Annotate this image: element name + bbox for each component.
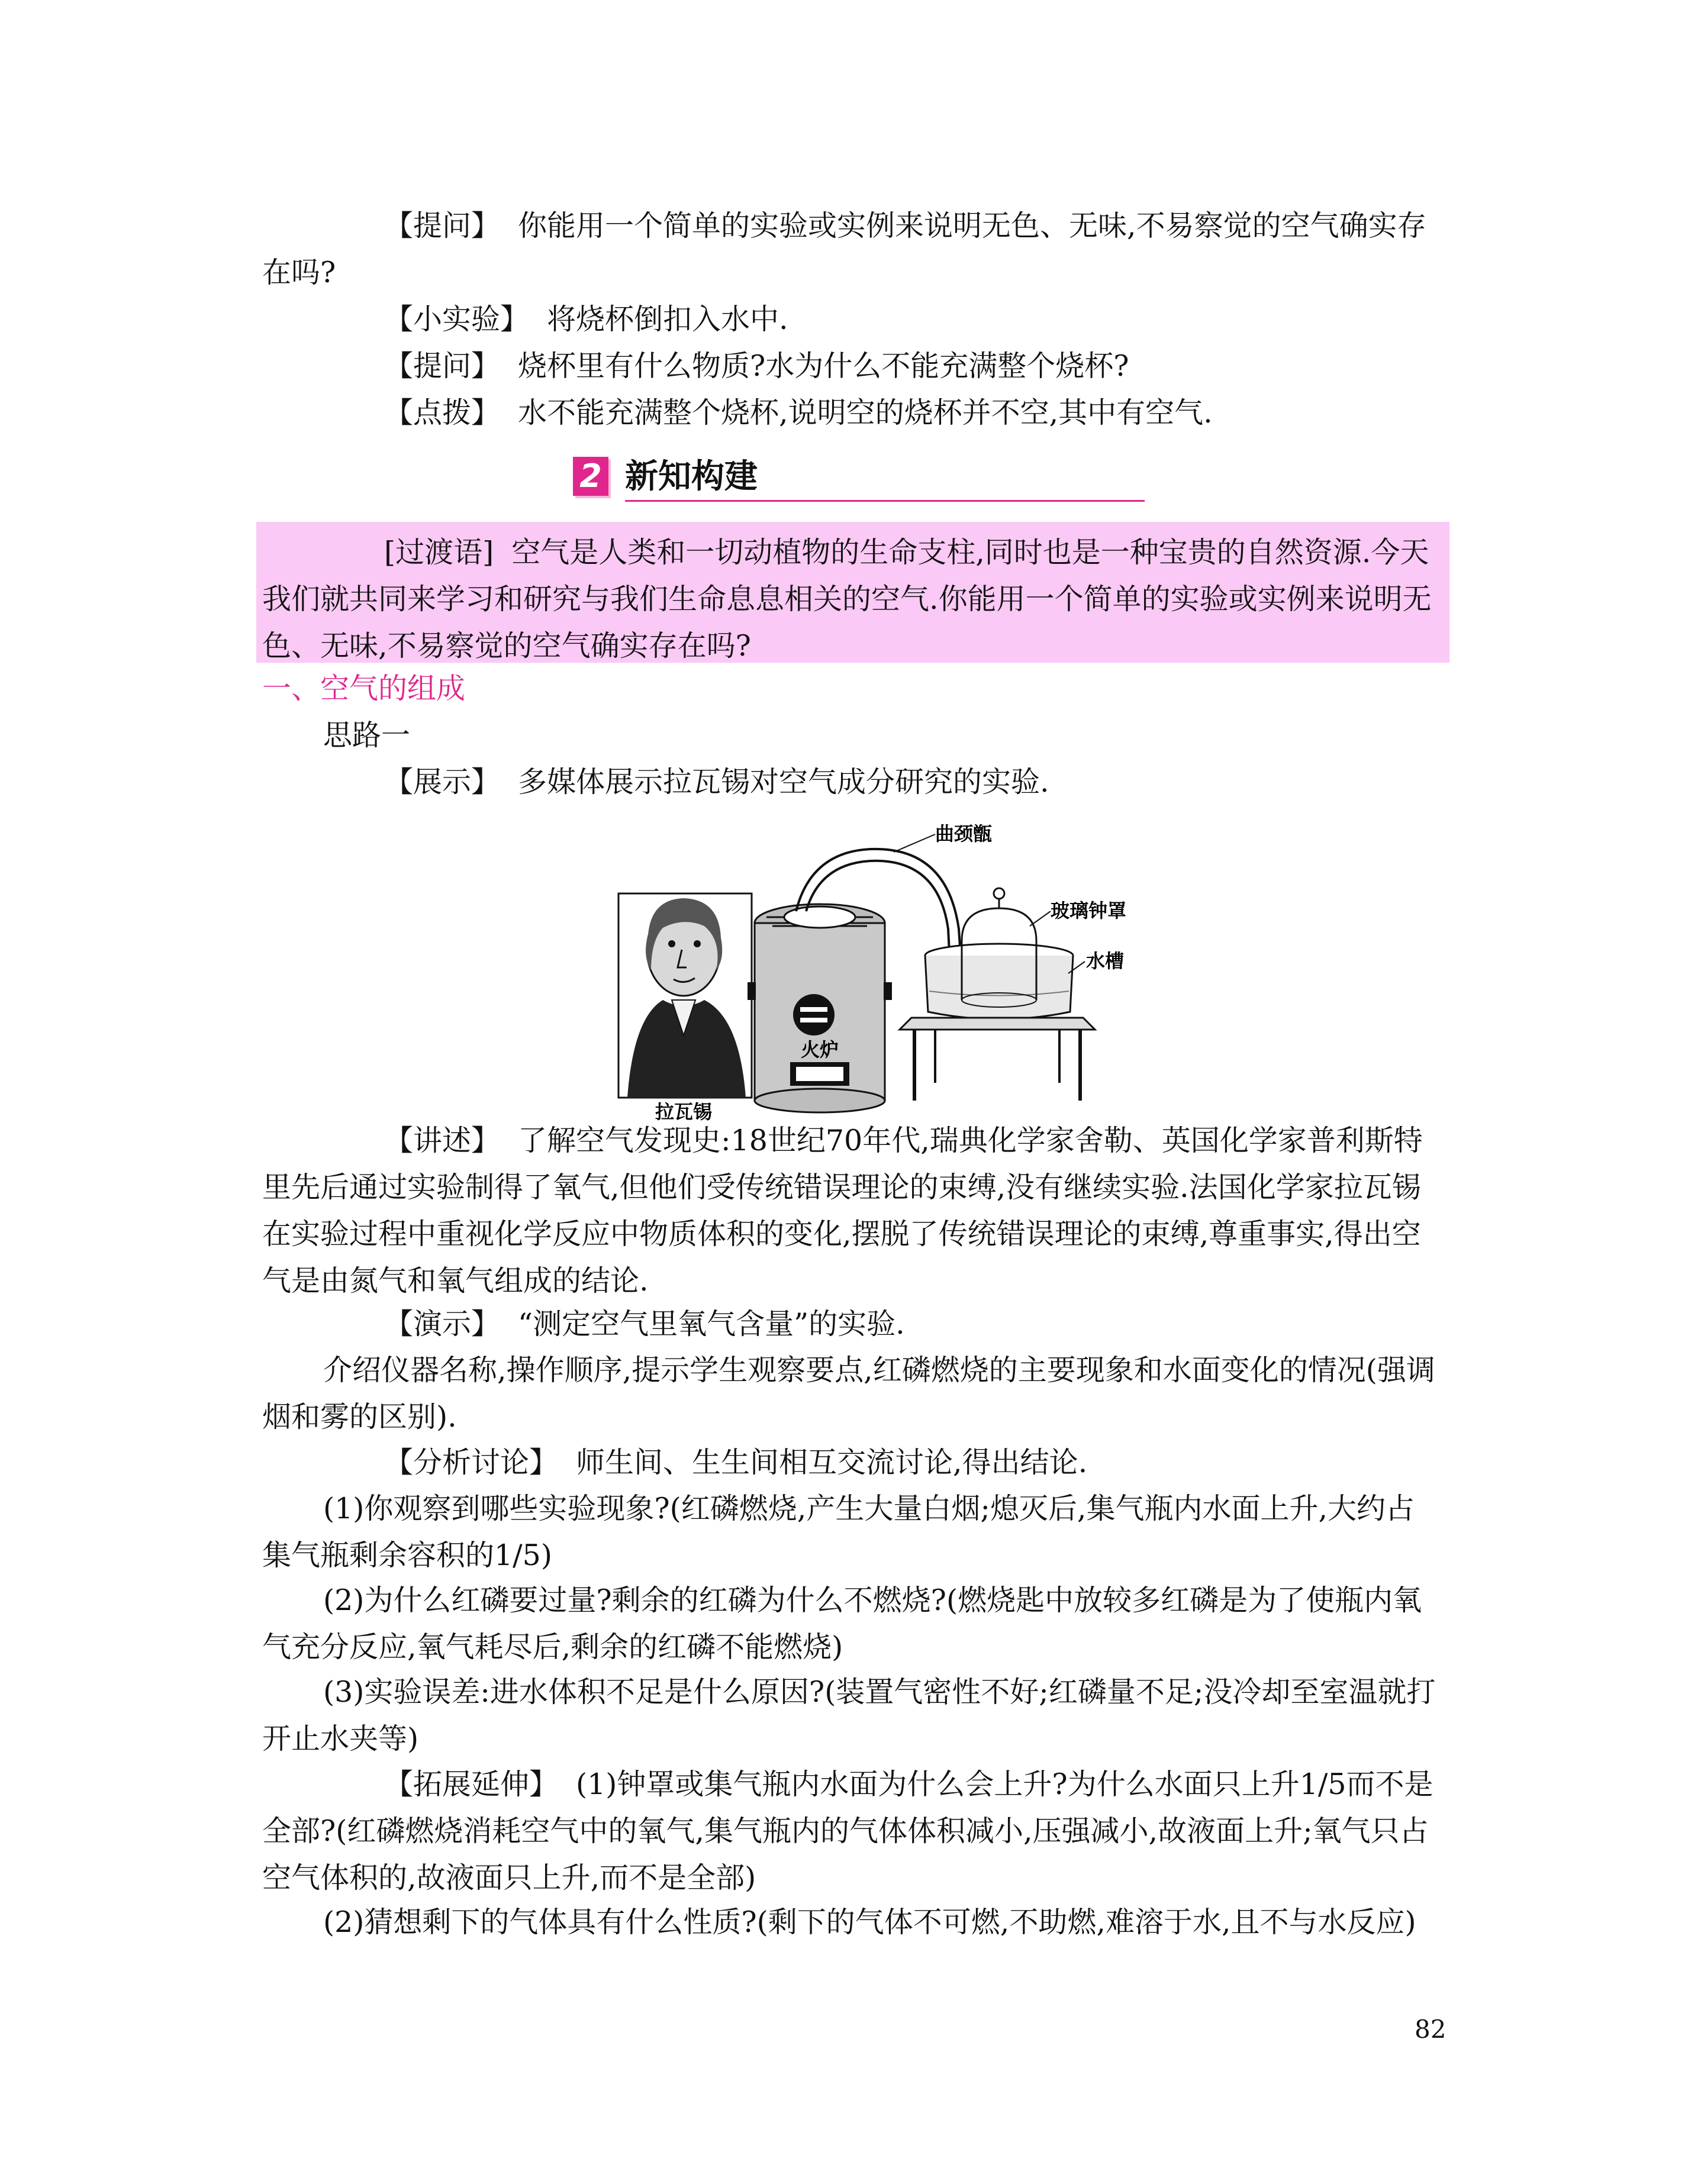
bell-jar-leader-line (1030, 911, 1051, 926)
section-heading (573, 454, 1145, 502)
paragraph-question-1 (262, 202, 1444, 296)
tag-label: 【点拨】 (384, 396, 501, 430)
subsection-heading: 一、空气的组成 (262, 672, 466, 705)
tag-label: 【讲述】 (384, 1124, 501, 1157)
paragraph-instrument-intro: 介绍仪器名称,操作顺序,提示学生观察要点,红磷燃烧的主要现象和水面变化的情况(强调烟和雾的区别). (262, 1353, 1435, 1434)
tag-label: 【小实验】 (384, 302, 530, 336)
paragraph-question-2 (262, 343, 1444, 389)
transition-highlight-box (256, 522, 1449, 663)
paragraph-narration (262, 1117, 1444, 1304)
tag-label: 【演示】 (384, 1307, 501, 1341)
question-3: (3)实验误差:进水体积不足是什么原因?(装置气密性不好;红磷量不足;没冷却至室温就打开止水夹等) (262, 1675, 1436, 1756)
question-1: (1)你观察到哪些实验现象?(红磷燃烧,产生大量白烟;熄灭后,集气瓶内水面上升,大约占集气瓶剩余容积的1/5) (262, 1492, 1415, 1572)
paragraph-analysis-discussion (262, 1439, 1444, 1486)
bell-jar-label: 玻璃钟罩 (1051, 899, 1127, 922)
paragraph-small-experiment (262, 296, 1444, 343)
stand-drawing (900, 1018, 1095, 1101)
water-trough-drawing (925, 944, 1073, 1020)
paragraph-text: 将烧杯倒扣入水中. (547, 302, 788, 336)
paragraph-text: 多媒体展示拉瓦锡对空气成分研究的实验. (518, 765, 1049, 799)
retort-leader-line (894, 834, 935, 852)
paragraph-text: “测定空气里氧气含量”的实验. (518, 1307, 905, 1341)
portrait-caption: 拉瓦锡 (655, 1101, 713, 1123)
tag-label: 【展示】 (384, 765, 501, 799)
section-title: 新知构建 (625, 457, 758, 496)
paragraph-text: 你能用一个简单的实验或实例来说明无色、无味,不易察觉的空气确实存在吗? (262, 209, 1426, 289)
furnace-label: 火炉 (800, 1038, 839, 1061)
furnace-drawing (748, 904, 892, 1112)
page-number: 82 (1415, 2015, 1447, 2044)
retort-label: 曲颈甑 (935, 822, 993, 845)
paragraph-hint (262, 389, 1444, 436)
question-4: (2)猜想剩下的气体具有什么性质?(剩下的气体不可燃,不助燃,难溶于水,且不与水反应) (323, 1905, 1416, 1939)
section-number-badge: 2 (573, 457, 608, 496)
paragraph-display (262, 759, 1444, 805)
paragraph-extension (262, 1761, 1444, 1901)
section-underline (625, 500, 1145, 502)
paragraph-text: 了解空气发现史:18世纪70年代,瑞典化学家舍勒、英国化学家普利斯特里先后通过实验制得了氧气,但他们受传统错误理论的束缚,没有继续实验.法国化学家拉瓦锡在实验过程中重视化学反应中物质体积的变化,摆脱了传统错误理论的束缚,尊重事实,得出空气是由氮气和氧气组成的结论. (262, 1124, 1423, 1298)
question-2: (2)为什么红磷要过量?剩余的红磷为什么不燃烧?(燃烧匙中放较多红磷是为了使瓶内氧气充分反应,氧气耗尽后,剩余的红磷不能燃烧) (262, 1583, 1422, 1664)
tag-label: [过渡语] (384, 535, 494, 569)
paragraph-text: 师生间、生生间相互交流讨论,得出结论. (576, 1446, 1088, 1479)
lavoisier-portrait (618, 893, 752, 1098)
paragraph-text: 水不能充满整个烧杯,说明空的烧杯并不空,其中有空气. (518, 396, 1213, 430)
trough-label: 水槽 (1086, 950, 1125, 972)
lavoisier-experiment-figure (616, 822, 1160, 1124)
tag-label: 【拓展延伸】 (384, 1767, 559, 1801)
paragraph-text: (1)钟罩或集气瓶内水面为什么会上升?为什么水面只上升1/5而不是全部?(红磷燃烧消耗空气中的氧气,集气瓶内的气体体积减小,压强减小,故液面上升;氧气只占空气体积的,故液面只上升,而不是全部) (262, 1767, 1433, 1895)
paragraph-demonstration (262, 1301, 1444, 1347)
paragraph-text: 空气是人类和一切动植物的生命支柱,同时也是一种宝贵的自然资源.今天我们就共同来学习和研究与我们生命息息相关的空气.你能用一个简单的实验或实例来说明无色、无味,不易察觉的空气确实存在吗? (262, 535, 1432, 663)
transition-paragraph (262, 529, 1444, 669)
idea-label: 思路一 (323, 718, 411, 752)
tag-label: 【提问】 (384, 349, 501, 383)
paragraph-text: 烧杯里有什么物质?水为什么不能充满整个烧杯? (518, 349, 1129, 383)
tag-label: 【分析讨论】 (384, 1446, 559, 1479)
tag-label: 【提问】 (384, 209, 501, 243)
